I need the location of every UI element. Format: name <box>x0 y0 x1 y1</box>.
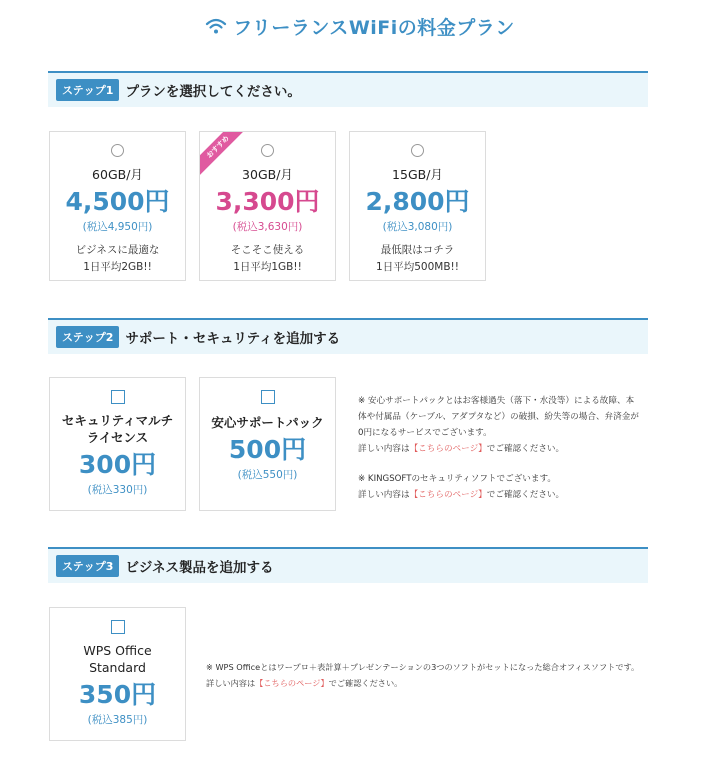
step3-badge: ステップ3 <box>56 555 119 577</box>
page-title <box>0 12 720 40</box>
plan-desc-line1: 最低限はコチラ <box>380 244 455 256</box>
option-card-security[interactable] <box>49 377 186 511</box>
plan-name: 30GB/月 <box>242 167 293 182</box>
product-price: 350円 <box>78 680 157 709</box>
plan-name: 60GB/月 <box>92 167 143 182</box>
plan-tax: (税込3,080円) <box>382 221 453 233</box>
step2-title: サポート・セキュリティを追加する <box>125 331 341 347</box>
support-note-line3: 0円になるサービスでございます。 <box>358 428 492 438</box>
wps-note <box>206 659 706 691</box>
option-tax: (税込330円) <box>87 484 148 496</box>
plan-radio[interactable] <box>261 144 274 157</box>
support-detail-prefix: 詳しい内容は <box>358 444 410 454</box>
option-card-support[interactable] <box>199 377 336 511</box>
product-name: WPS Office Standard <box>83 643 152 675</box>
plan-desc-line2: 1日平均2GB!! <box>83 261 152 273</box>
wps-detail-prefix: 詳しい内容は <box>206 678 256 688</box>
plan-price: 2,800円 <box>365 187 470 216</box>
plan-desc-line2: 1日平均1GB!! <box>233 261 302 273</box>
option-price: 300円 <box>78 450 157 479</box>
support-note-line2: 体や付属品（ケーブル、アダプタなど）の破損、紛失等の場合、弁済金が <box>358 412 639 422</box>
plan-name: 15GB/月 <box>392 167 443 182</box>
wps-page-link[interactable]: 【こちらのページ】 <box>255 678 329 688</box>
step2-header <box>48 318 648 354</box>
plan-price: 3,300円 <box>215 187 320 216</box>
option-checkbox[interactable] <box>111 390 125 404</box>
security-detail-suffix: でご確認ください。 <box>486 490 565 500</box>
recommended-ribbon: おすすめ <box>199 131 251 180</box>
plan-price: 4,500円 <box>65 187 170 216</box>
security-detail-prefix: 詳しい内容は <box>358 490 410 500</box>
plan-card-30gb[interactable] <box>199 131 336 281</box>
support-detail-suffix: でご確認ください。 <box>486 444 565 454</box>
support-note <box>358 393 658 503</box>
step2-badge: ステップ2 <box>56 326 119 348</box>
wifi-icon <box>205 17 227 35</box>
step1-header <box>48 71 648 107</box>
plan-tax: (税込4,950円) <box>82 221 153 233</box>
plan-radio[interactable] <box>411 144 424 157</box>
wps-detail-suffix: でご確認ください。 <box>328 678 403 688</box>
plan-card-60gb[interactable] <box>49 131 186 281</box>
option-name: セキュリティマルチライセンス <box>61 413 174 445</box>
step3-header <box>48 547 648 583</box>
product-card-wps[interactable] <box>49 607 186 741</box>
option-tax: (税込550円) <box>237 469 298 481</box>
plan-card-15gb[interactable] <box>349 131 486 281</box>
plan-desc-line2: 1日平均500MB!! <box>376 261 459 273</box>
security-note-line: ※ KINGSOFTのセキュリティソフトでございます。 <box>358 474 556 484</box>
plan-tax: (税込3,630円) <box>232 221 303 233</box>
option-price: 500円 <box>228 435 307 464</box>
support-page-link[interactable]: 【こちらのページ】 <box>409 444 487 454</box>
product-checkbox[interactable] <box>111 620 125 634</box>
product-tax: (税込385円) <box>87 714 148 726</box>
option-checkbox[interactable] <box>261 390 275 404</box>
option-name: 安心サポートパック <box>211 415 324 430</box>
wps-note-line: ※ WPS Officeとはワープロ＋表計算＋プレゼンテーションの3つのソフトがセットになった総合オフィスソフトです。 <box>206 662 640 672</box>
step1-title: プランを選択してください。 <box>125 84 301 100</box>
plan-desc-line1: ビジネスに最適な <box>75 244 160 256</box>
step1-badge: ステップ1 <box>56 79 119 101</box>
step3-title: ビジネス製品を追加する <box>125 560 274 576</box>
plan-radio[interactable] <box>111 144 124 157</box>
security-page-link[interactable]: 【こちらのページ】 <box>409 490 487 500</box>
page-title-text: フリーランスWiFiの料金プラン <box>233 16 515 39</box>
support-note-line1: ※ 安心サポートパックとはお客様過失（落下・水没等）による故障、本 <box>358 396 635 406</box>
plan-desc-line1: そこそこ使える <box>230 244 305 256</box>
